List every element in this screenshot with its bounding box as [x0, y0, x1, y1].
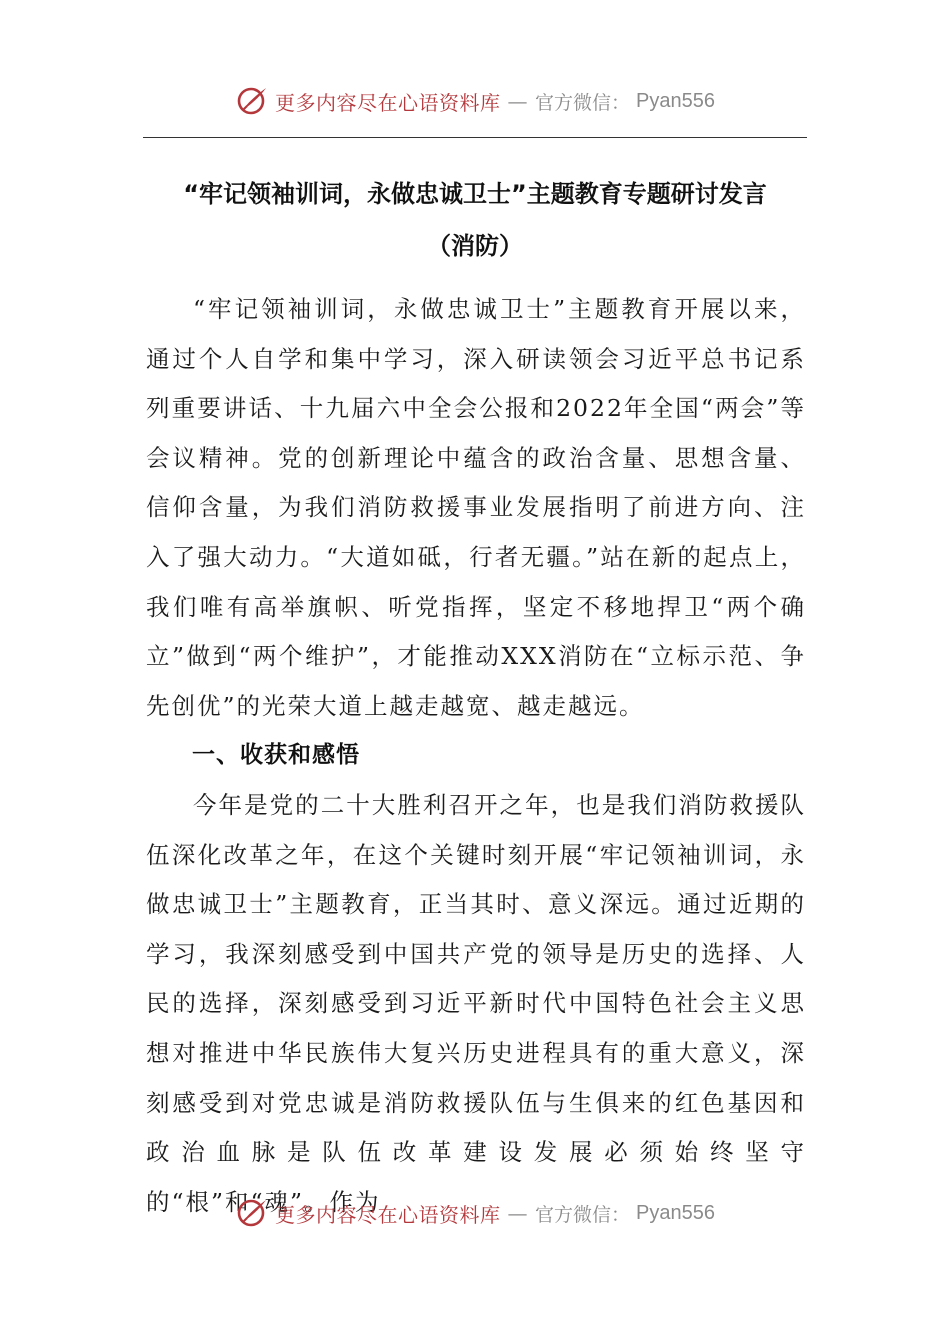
- watermark-site-text: 更多内容尽在心语资料库: [275, 1202, 501, 1227]
- quill-logo-icon: [235, 1196, 269, 1230]
- document-title: “牢记领袖训词，永做忠诚卫士”主题教育专题研讨发言: [183, 180, 767, 208]
- watermark-wechat-id: Pyan556: [636, 89, 715, 112]
- quill-logo-icon: [235, 84, 269, 118]
- intro-paragraph: “牢记领袖训词，永做忠诚卫士”主题教育开展以来，通过个人自学和集中学习，深入研读领会习近平总书记系列重要讲话、十九届六中全会公报和2022年全国“两会”等会议精神。党的创新理论中蕴含的政治含量、思想含量、信仰含量，为我们消防救援事业发展指明了前进方向、注入了强大动力。“大道如砥，行者无疆。”站在新的起点上，我们唯有高举旗帜、听党指挥，坚定不移地捍卫“两个确立”做到“两个维护”，才能推动XXX消防在“立标示范、争先创优”的光荣大道上越走越宽、越走越远。: [146, 295, 806, 720]
- watermark-wechat-label: 官方微信：: [535, 91, 631, 114]
- watermark-wechat-label: 官方微信：: [535, 1203, 631, 1226]
- document-subtitle: （消防）: [427, 232, 523, 260]
- section-paragraph: 今年是党的二十大胜利召开之年，也是我们消防救援队伍深化改革之年，在这个关键时刻开展“牢记领袖训词，永做忠诚卫士”主题教育，正当其时、意义深远。通过近期的学习，我深刻感受到中国共产党的领导是历史的选择、人民的选择，深刻感受到习近平新时代中国特色社会主义思想对推进中华民族伟大复兴历史进程具有的重大意义，深刻感受到对党忠诚是消防救援队伍与生俱来的红色基因和政治血脉是队伍改革建设发展必须始终坚守的“根”和“魂”。作为: [146, 790, 806, 1216]
- document-body: [146, 285, 806, 1227]
- watermark-wechat-id: Pyan556: [636, 1201, 715, 1224]
- watermark-header: [0, 84, 950, 118]
- section-heading: 一、收获和感悟: [192, 742, 360, 769]
- watermark-footer: [0, 1196, 950, 1230]
- watermark-site-text: 更多内容尽在心语资料库: [275, 90, 501, 115]
- watermark-dash: —: [507, 1201, 528, 1225]
- header-divider: [143, 137, 807, 138]
- watermark-dash: —: [507, 89, 528, 113]
